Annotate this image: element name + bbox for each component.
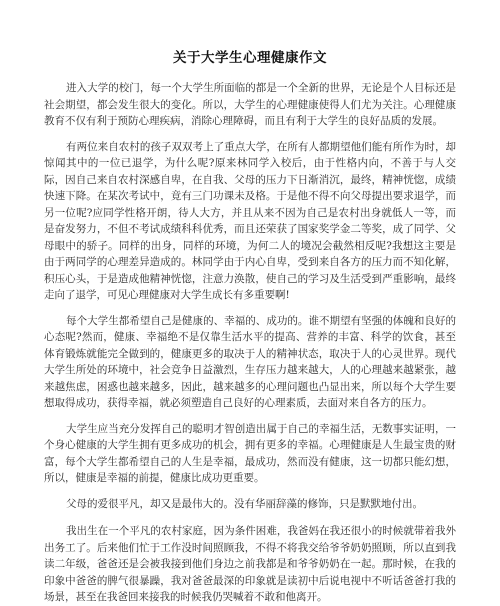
paragraph-2: 有两位来自农村的孩子双双考上了重点大学，在所有人都期望他们能有所作为时，却惊闻其中的一位已退学，为什么呢?原来林同学入校后，由于性格内向，不善于与人交际，因自己来自农村深感自卑，在自我、父母的压力下日渐消沉，最终，精神恍惚，成绩快速下降。在某次考试中，竟有三门功课未及格。于是他不得不向父母提出要求退学，而另一位呢?应同学性格开朗，待人大方，并且从来不因为自己是农村出身就低人一等，而是奋发努力，不但不考试成绩科科优秀，而且还荣获了国家奖学金二等奖，成了同学、父母眼中的骄子。同样的出身，同样的环境，为何二人的境况会截然相反呢?我想这主要是由于两同学的心理差异造成的。林同学由于内心自卑，受到来自各方的压力而不知化解，积压心头，于是造成他精神恍惚，注意力涣散，使自己的学习及生活受到严重影响，最终走向了退学，可见心理健康对大学生成长有多重要啊! <box>44 140 456 301</box>
paragraph-4: 大学生应当充分发挥自己的聪明才智创造出属于自己的幸福生活，无数事实证明，一个身心健康的大学生拥有更多成功的机会，拥有更多的幸福。心理健康是人生最宝贵的财富，每个大学生都希望自己的人生是幸福，最成功，然而没有健康，这一切都只能幻想，所以，健康是幸福的前提，健康比成功更重要。 <box>44 422 456 484</box>
paragraph-1: 进入大学的校门，每一个大学生所面临的都是一个全新的世界，无论是个人目标还是社会期望，都会发生很大的变化。所以，大学生的心理健康使得人们尤为关注。心理健康教育不仅有利于预防心理疾病，消除心理障碍，而且有利于大学生的良好品质的发展。 <box>44 82 456 127</box>
paragraph-3: 每个大学生都希望自己是健康的、幸福的、成功的。谁不期望有坚强的体魄和良好的心态呢?然而，健康、幸福绝不是仅靠生活水平的提高、营养的丰富、科学的饮食，甚至体育锻炼就能完全做到的，健康更多的取决于人的精神状态，取决于人的心灵世界。现代大学生所处的环境中，社会竞争日益激烈，生存压力越来越大，人的心理越来越紧张，越来越焦虑，困惑也越来越多，因此，越来越多的心理问题也凸显出来，所以每个大学生要想取得成功，获得幸福，就必须塑造自己良好的心理素质，去面对来自各方的压力。 <box>44 314 456 409</box>
document-title: 关于大学生心理健康作文 <box>173 50 327 66</box>
paragraph-5: 父母的爱很平凡，却又是最伟大的。没有华丽辞藻的修饰，只是默默地付出。 <box>66 497 424 510</box>
paragraph-6: 我出生在一个平凡的农村家庭，因为条件困难，我爸妈在我还很小的时候就带着我外出务工了。后来他们忙于工作没时间照顾我，不得不将我交给爷爷奶奶照顾，所以直到我读二年级，爸爸还是会被我接到他们身边之前我都是和爷爷奶奶在一起。那时候，在我的印象中爸爸的脾气很暴躁，我对爸爸最深的印象就是读初中后说电视中不听话爸爸打我的场景，甚至在我爸回来接我的时候我仍哭喊着不敢和他离开。 <box>44 525 456 603</box>
